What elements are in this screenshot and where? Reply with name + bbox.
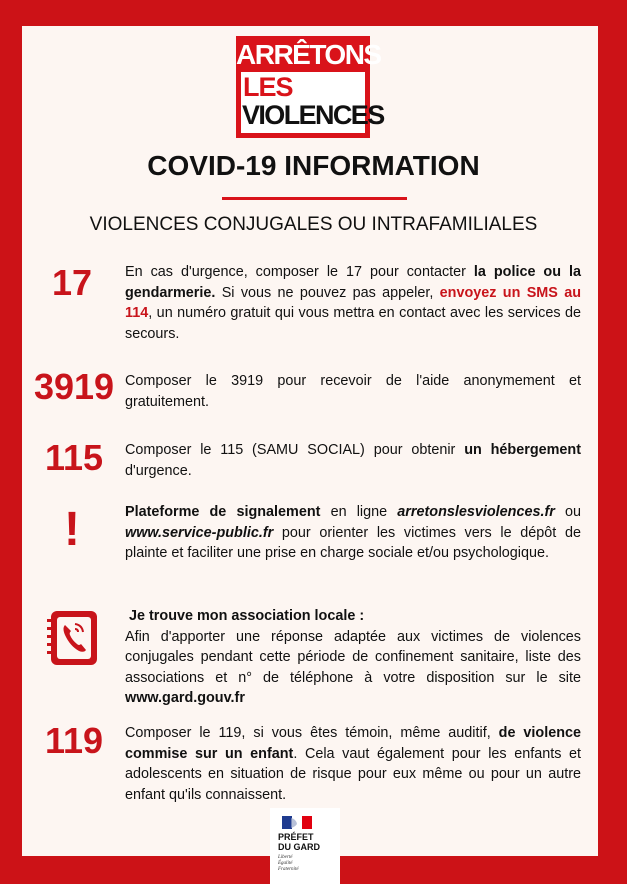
- item-plateforme-text: Plateforme de signalement en ligne arretonslesviolences.fr ou www.service-public.fr pour orienter les victimes vers le dépôt de plainte et faciliter une prise en charge sociale et/ou psychologique.: [125, 504, 582, 561]
- item-association-text: Je trouve mon association locale : Afin d'apporter une réponse adaptée aux victimes de violences conjugales pendant cette période de confinement sanitaire, liste des associations et n° de téléphone à votre disposition sur le site www.gard.gouv.fr: [125, 608, 581, 706]
- title-divider: [222, 197, 407, 200]
- item-115-text: Composer le 115 (SAMU SOCIAL) pour obtenir un hébergement d'urgence.: [125, 442, 581, 479]
- page-title: COVID-19 INFORMATION: [147, 150, 480, 181]
- page-subtitle: VIOLENCES CONJUGALES OU INTRAFAMILIALES: [89, 214, 538, 235]
- number-3919: 3919: [33, 366, 115, 407]
- prefet-label: PRÉFET DU GARD: [278, 832, 320, 852]
- marianne-flag-icon: [282, 816, 312, 829]
- phone-book-icon: [45, 609, 101, 667]
- devise-label: Liberté Égalité Fraternité: [278, 855, 299, 872]
- logo-white-panel: [241, 72, 384, 133]
- number-17: 17: [51, 262, 93, 303]
- item-17-text: En cas d'urgence, composer le 17 pour contacter la police ou la gendarmerie. Si vous ne pouvez pas appeler, envoyez un SMS au 114, un numéro gratuit qui vous mettra en contact avec les services de secours.: [125, 264, 581, 342]
- logo-line-3: VIOLENCES: [242, 100, 384, 130]
- item-3919-text: Composer le 3919 pour recevoir de l'aide anonymement et gratuitement.: [125, 373, 581, 410]
- number-115: 115: [44, 437, 104, 478]
- exclamation-icon: !: [64, 503, 80, 556]
- number-119: 119: [44, 720, 104, 761]
- arretons-les-violences-logo: [236, 36, 384, 138]
- prefet-du-gard-logo: [270, 808, 340, 884]
- logo-line-1: ARRÊTONS: [236, 39, 381, 70]
- logo-line-2: LES: [243, 72, 293, 102]
- item-119-text: Composer le 119, si vous êtes témoin, même auditif, de violence commise sur un enfant. Cela vaut également pour les enfants et adolescents en situation de risque pour eux même ou pour un autre enfant qu'ils connaissent.: [125, 725, 582, 803]
